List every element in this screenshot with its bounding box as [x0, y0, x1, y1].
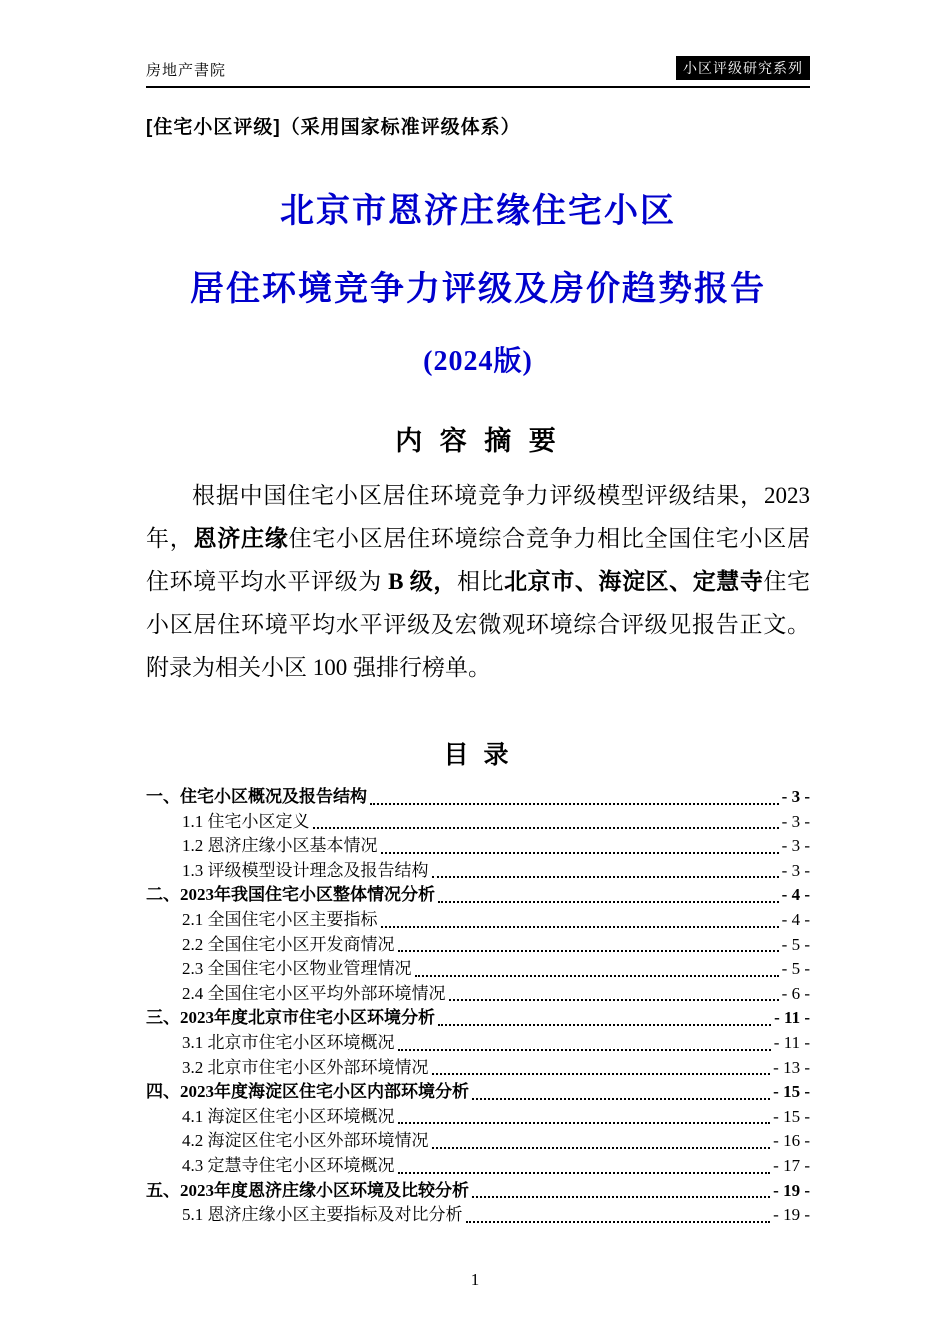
toc-label: 2.1 全国住宅小区主要指标 — [182, 909, 378, 929]
abstract-bold-text: 恩济庄缘 — [193, 526, 289, 551]
toc-label: 四、2023年度海淀区住宅小区内部环境分析 — [146, 1082, 469, 1102]
toc-label: 三、2023年度北京市住宅小区环境分析 — [146, 1008, 435, 1028]
toc-dot-leader — [472, 1196, 770, 1198]
toc-page-number: - 3 - — [781, 860, 810, 880]
toc-page-number: - 11 - — [773, 1032, 810, 1052]
abstract-bold-text: 北京市、海淀区、定慧寺 — [504, 569, 764, 594]
toc-heading: 目 录 — [443, 741, 513, 769]
toc-page-number: - 4 - — [781, 885, 810, 905]
toc-label: 1.2 恩济庄缘小区基本情况 — [182, 836, 378, 856]
toc-row — [146, 883, 810, 908]
toc-dot-leader — [398, 1172, 771, 1174]
toc-dot-leader — [415, 975, 779, 977]
report-title-line2: 居住环境竞争力评级及房价趋势报告 — [190, 271, 766, 308]
report-title-line1: 北京市恩济庄缘住宅小区 — [280, 193, 676, 230]
abstract-text: 根据中国住宅小区居住环境竞争力评级模型评级结果，2023 年， — [146, 483, 810, 551]
toc-page-number: - 4 - — [781, 909, 810, 929]
toc-row — [146, 982, 810, 1007]
toc-row — [146, 908, 810, 933]
toc-row — [146, 785, 810, 810]
toc-row — [146, 933, 810, 958]
toc-row — [146, 1105, 810, 1130]
toc-label: 一、住宅小区概况及报告结构 — [146, 787, 367, 806]
header-left-text: 房地产書院 — [146, 62, 227, 79]
toc-label: 二、2023年我国住宅小区整体情况分析 — [146, 885, 435, 905]
toc-page-number: - 5 - — [781, 959, 810, 979]
toc-page-number: - 19 - — [773, 1180, 810, 1200]
toc-label: 4.1 海淀区住宅小区环境概况 — [182, 1106, 395, 1126]
toc-dot-leader — [449, 999, 779, 1001]
toc-dot-leader — [472, 1098, 770, 1100]
header-right-badge: 小区评级研究系列 — [676, 56, 810, 80]
report-tagline: [住宅小区评级]（采用国家标准评级体系） — [146, 117, 521, 138]
toc-dot-leader — [398, 950, 779, 952]
toc-page-number: - 6 - — [781, 983, 810, 1003]
toc-row — [146, 1006, 810, 1031]
toc-dot-leader — [432, 1073, 771, 1075]
toc-page-number: - 15 - — [773, 1082, 810, 1102]
toc-label: 2.3 全国住宅小区物业管理情况 — [182, 959, 412, 979]
toc-page-number: - 5 - — [781, 934, 810, 954]
toc-dot-leader — [466, 1221, 771, 1223]
abstract-text: 住宅小区居住环境综合竞争力相比全国住宅小区居住环境平均水平评级为 — [146, 526, 811, 594]
toc-label: 2.2 全国住宅小区开发商情况 — [182, 934, 395, 954]
toc-row — [146, 1179, 810, 1204]
abstract-bold-text: B 级， — [388, 569, 457, 594]
toc-label: 4.2 海淀区住宅小区外部环境情况 — [182, 1131, 429, 1151]
toc-dot-leader — [438, 1024, 771, 1026]
toc-dot-leader — [432, 876, 779, 878]
toc-label: 1.1 住宅小区定义 — [182, 811, 310, 831]
toc-dot-leader — [398, 1049, 771, 1051]
toc-row — [146, 1080, 810, 1105]
toc-row — [146, 1203, 810, 1228]
toc-dot-leader — [398, 1122, 771, 1124]
toc-dot-leader — [432, 1147, 771, 1149]
toc-row — [146, 834, 810, 859]
toc-row — [146, 957, 810, 982]
toc-row — [146, 1129, 810, 1154]
abstract-text: 住宅小区居住环境平均水平评级及宏微观环境综合评级见报告正文。附录为相关小区 100 强排行榜单。 — [146, 569, 811, 680]
toc-label: 五、2023年度恩济庄缘小区环境及比较分析 — [146, 1180, 469, 1200]
page-number: 1 — [470, 1270, 480, 1289]
toc-page-number: - 15 - — [773, 1106, 810, 1126]
toc-dot-leader — [313, 827, 779, 829]
toc-page-number: - 3 - — [781, 811, 810, 831]
report-title — [146, 183, 810, 379]
toc-label: 2.4 全国住宅小区平均外部环境情况 — [182, 983, 446, 1003]
toc-dot-leader — [381, 852, 779, 854]
toc-dot-leader — [438, 901, 779, 903]
toc-label: 5.1 恩济庄缘小区主要指标及对比分析 — [182, 1205, 463, 1225]
toc-row — [146, 859, 810, 884]
toc-label: 4.3 定慧寺住宅小区环境概况 — [182, 1155, 395, 1175]
toc-label: 3.1 北京市住宅小区环境概况 — [182, 1032, 395, 1052]
abstract-paragraph — [146, 474, 810, 689]
toc-row — [146, 1154, 810, 1179]
toc-page-number: - 3 - — [781, 787, 810, 806]
toc-page-number: - 17 - — [773, 1155, 810, 1175]
abstract-heading: 内 容 摘 要 — [395, 426, 561, 456]
toc-row — [146, 810, 810, 835]
abstract-text: 相比 — [456, 569, 505, 594]
toc-row — [146, 1031, 810, 1056]
toc-list — [146, 785, 810, 1228]
toc-page-number: - 16 - — [773, 1131, 810, 1151]
page-header — [146, 56, 810, 88]
report-title-version: (2024版) — [423, 346, 533, 377]
toc-page-number: - 3 - — [781, 836, 810, 856]
toc-page-number: - 19 - — [773, 1205, 810, 1225]
toc-page-number: - 13 - — [773, 1057, 810, 1077]
toc-label: 3.2 北京市住宅小区外部环境情况 — [182, 1057, 429, 1077]
toc-page-number: - 11 - — [774, 1008, 810, 1028]
toc-label: 1.3 评级模型设计理念及报告结构 — [182, 860, 429, 880]
toc-dot-leader — [381, 926, 779, 928]
toc-row — [146, 1056, 810, 1081]
toc-dot-leader — [370, 803, 779, 805]
